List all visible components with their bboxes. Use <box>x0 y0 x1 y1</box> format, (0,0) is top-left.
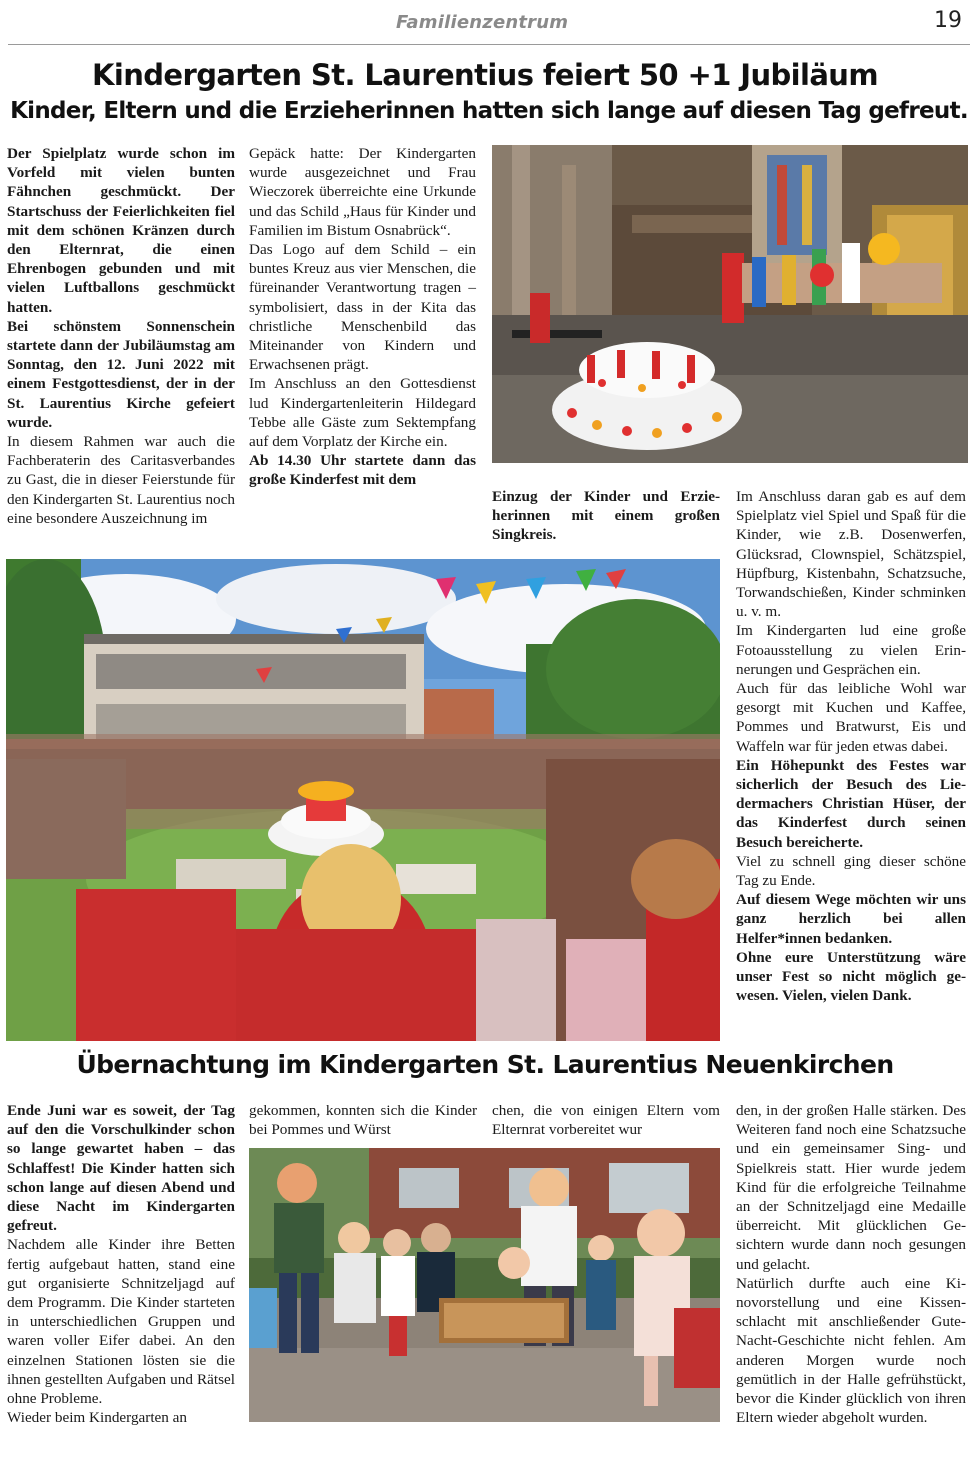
article1-column-1 <box>7 144 235 528</box>
photo-caption <box>492 487 720 545</box>
article-title: Kindergarten St. Laurentius feiert 50 +1 Jubiläum <box>92 58 878 92</box>
intro-paragraph: Ende Juni war es soweit, der Tag auf den die Vorschulkinder schon so lange gewartet haben – das Schlaffest! Die Kinder hatten sich schon lange auf diesen Abend und diese Nacht im Kindergarten gefreut. <box>7 1102 235 1235</box>
highlight-paragraph: Ein Höhepunkt des Festes war sicherlich der Besuch des Liedermachers Christian Hüser, der das Kinderfest durch seinen Besuch bereicherte. <box>736 756 966 851</box>
body-paragraph: Gepäck hatte: Der Kindergarten wurde ausgezeichnet und Frau Wieczorek überreichte eine Urkunde und das Schild „Haus für Kinder und Familien im Bistum Osnabrück“. <box>249 145 476 239</box>
caption-text: Einzug der Kinder und Erzieherinnen mit einem großen Singkreis. <box>492 488 720 544</box>
body-paragraph: Im Anschluss daran gab es auf dem Spielplatz viel Spiel und Spaß für die Kinder, wie z.B. Dosenwerfen, Glücksrad, Clownspiel, Schätzspiel, Hüpfburg, Kistenbahn, Schatzsuche, Torwandschießen, Kinder schminken u. v. m. <box>736 488 966 621</box>
body-paragraph: Ab 14.30 Uhr startete dann das große Kinderfest mit dem <box>249 452 476 489</box>
body-paragraph: Natürlich durfte auch eine Kinovorstellung und eine Kissenschlacht mit anschließender Gute-Nacht-Geschichte nicht fehlen. Am anderen Morgen wurde noch gemütlich in der Halle gefrühstückt, bevor die Kinder glücklich von ihren Eltern wieder abgeholt wurden. <box>736 1274 966 1427</box>
article2-column-2 <box>249 1101 477 1139</box>
body-paragraph: Nachdem alle Kinder ihre Betten fertig aufgebaut hatten, stand eine gut organisierte Schnitzeljagd auf dem Programm. Die Kinder starteten in unterschiedlichen Gruppen und waren voller Eifer dabei. An den einzelnen Stationen lösten sie die ihnen gestellten Aufgaben und Rätsel ohne Probleme. <box>7 1236 235 1408</box>
thanks-paragraph: Ohne eure Unterstützung wäre unser Fest so nicht möglich gewesen. Vielen, vielen Dank. <box>736 948 966 1005</box>
body-paragraph: Viel zu schnell ging dieser schöne Tag zu Ende. <box>736 852 966 890</box>
article2-column-1 <box>7 1101 235 1427</box>
body-paragraph: Wieder beim Kindergarten an <box>7 1409 188 1427</box>
page-number: 19 <box>934 8 962 33</box>
header-rule <box>8 44 970 45</box>
body-paragraph: den, in der großen Halle stärken. Des Weiteren fand noch eine Schatzsuche und ein gemeinsamer Sing- und Spielkreis statt. Hier wurde jedem Kind für die erfolgreiche Teilnahme an der Schnitzeljagd eine Medaille überreicht. Mit glücklichen Gesichtern wurde dann noch gesungen und gelacht. <box>736 1102 966 1273</box>
church-photo <box>492 145 968 463</box>
service-paragraph: Bei schönstem Sonnenschein startete dann der Jubiläumstag am Sonntag, den 12. Juni 2022 mit einem Festgottesdienst, der in der St. Laurentius Kirche gefeiert wurde. <box>7 317 235 431</box>
body-paragraph: Auch für das leibliche Wohl war gesorgt mit Kuchen und Kaffee, Pommes und Bratwurst, Eis und Waffeln war für jeden etwas dabei. <box>736 680 966 755</box>
article-subtitle: Kinder, Eltern und die Erzieherinnen hatten sich lange auf diesen Tag gefreut. <box>10 98 968 124</box>
body-paragraph: gekommen, konnten sich die Kinder bei Pommes und Würst <box>249 1102 477 1139</box>
article2-column-4 <box>736 1101 966 1427</box>
body-paragraph: In diesem Rahmen war auch die Fachberaterin des Caritasverbandes zu Gast, die in dieser Feierstunde für den Kindergarten St. Laurentius noch eine besondere Auszeichnung im <box>7 433 235 527</box>
body-paragraph: Im Anschluss an den Gottesdienst lud Kindergartenleiterin Hildegard Tebbe alle Gäste zum Sektempfang auf dem Vorplatz der Kirche ein. <box>249 375 476 451</box>
article2-title: Übernachtung im Kindergarten St. Laurentius Neuenkirchen <box>76 1050 894 1079</box>
thanks-paragraph: Auf diesem Wege möchten wir uns ganz herzlich bei allen Helfer*innen bedanken. <box>736 891 966 947</box>
body-paragraph: Im Kindergarten lud eine große Fotoausstellung zu vielen Erinnerungen und Gesprächen ein. <box>736 622 966 678</box>
article2-column-3 <box>492 1101 720 1139</box>
intro-paragraph: Der Spielplatz wurde schon im Vorfeld mit vielen bunten Fähnchen geschmückt. Der Startschuss der Feierlichkeiten fiel mit dem schönen Kränzen durch den Elternrat, die einen Ehrenbogen gebunden und mit vielen Luftballons geschmückt hatten. <box>7 145 235 316</box>
section-title: Familienzentrum <box>396 12 569 33</box>
body-paragraph: Das Logo auf dem Schild – ein buntes Kreuz aus vier Menschen, die füreinander Verantwortung tragen – symbolisiert, dass in der Kita das christliche Menschenbild das Miteinander von Kindern und Erwachsenen prägt. <box>249 241 476 374</box>
body-paragraph: chen, die von einigen Eltern vom Elternrat vorbereitet wur <box>492 1102 720 1139</box>
article1-column-2 <box>249 144 476 490</box>
article1-column-4 <box>736 487 966 1005</box>
garden-photo <box>6 559 720 1041</box>
sleepover-photo <box>249 1148 720 1422</box>
